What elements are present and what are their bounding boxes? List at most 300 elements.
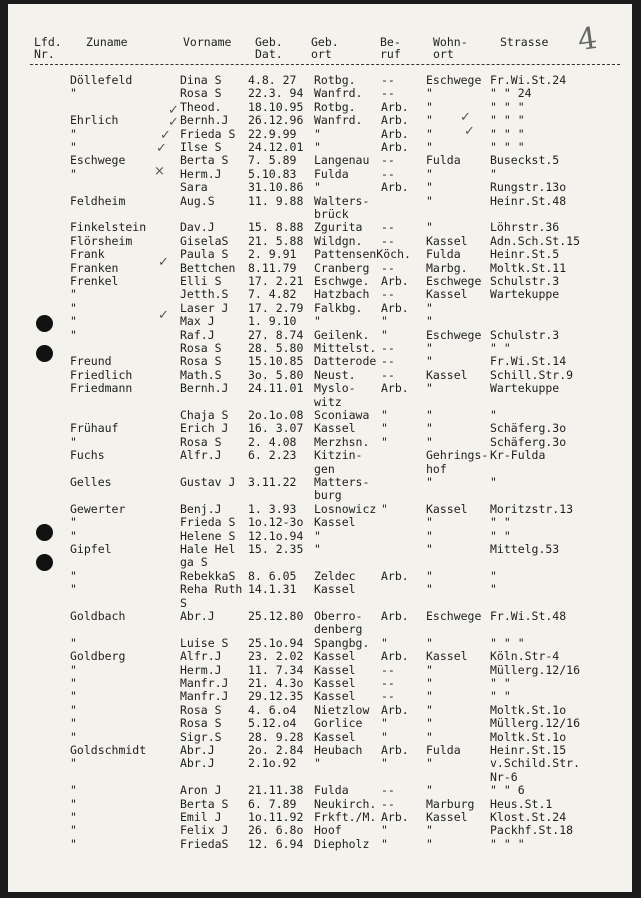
geb-ort-cell: witz — [314, 394, 342, 409]
strasse-cell: Wartekuppe — [490, 381, 560, 396]
zuname-cell: " — [70, 823, 77, 838]
header-geb-ort: Geb. ort — [311, 35, 339, 61]
wohnort-cell: Marburg — [426, 796, 475, 811]
geb-dat-cell: 1o.11.92 — [248, 810, 304, 824]
geb-dat-cell: 5.10.83 — [248, 166, 297, 181]
zuname-cell: Frühauf — [70, 421, 119, 436]
geb-dat-cell: 24.11.01 — [248, 381, 304, 396]
geb-ort-cell: Sconiawa — [314, 408, 370, 422]
strasse-cell: Schill.Str.9 — [490, 367, 574, 382]
geb-dat-cell: 14.1.31 — [248, 582, 297, 597]
wohnort-cell: " — [426, 783, 433, 798]
strasse-cell: Löhrstr.36 — [490, 220, 560, 235]
strasse-cell: Müllerg.12/16 — [490, 662, 581, 677]
wohnort-cell: Kassel — [426, 501, 468, 516]
geb-dat-cell: 15.10.85 — [248, 354, 304, 369]
geb-ort-cell: Frkft./M. — [314, 810, 377, 824]
wohnort-cell: " — [426, 662, 433, 677]
zuname-cell: " — [70, 662, 77, 677]
beruf-cell: " — [381, 434, 388, 449]
wohnort-cell: " — [426, 716, 433, 731]
cross-mark-icon: × — [154, 164, 165, 179]
beruf-cell: " — [381, 421, 388, 436]
punch-hole-icon — [36, 315, 53, 332]
geb-ort-cell: Merzhsn. — [314, 434, 370, 449]
vorname-cell: Gustav J — [180, 475, 236, 489]
vorname-cell: Raf.J — [180, 327, 215, 342]
geb-dat-cell: 2o. 2.84 — [248, 743, 304, 757]
vorname-cell: Ilse S — [180, 140, 222, 154]
geb-ort-cell: Hatzbach — [314, 287, 370, 302]
strasse-cell: Kr-Fulda — [490, 448, 546, 463]
vorname-cell: Bernh.J — [180, 381, 229, 396]
vorname-cell: Rosa S — [180, 86, 222, 101]
vorname-cell: Berta S — [180, 153, 229, 168]
zuname-cell: Goldberg — [70, 649, 126, 664]
wohnort-cell: Kassel — [426, 367, 468, 382]
wohnort-cell: " — [426, 756, 433, 771]
geb-ort-cell: Kassel — [314, 421, 356, 436]
vorname-cell: Max J — [180, 314, 215, 329]
check-mark-icon: ✓ — [158, 308, 169, 323]
vorname-cell: Bernh.J — [180, 113, 229, 128]
wohnort-cell: Eschwege — [426, 73, 482, 87]
strasse-cell: " " " — [490, 140, 525, 154]
vorname-cell: S — [180, 595, 187, 610]
geb-ort-cell: Eschwge. — [314, 274, 370, 288]
geb-dat-cell: 22.3. 94 — [248, 86, 304, 101]
strasse-cell: " — [490, 408, 497, 422]
vorname-cell: Rosa S — [180, 716, 222, 731]
wohnort-cell: " — [426, 408, 433, 422]
vorname-cell: Erich J — [180, 421, 229, 436]
geb-dat-cell: 21. 4.3o — [248, 676, 304, 690]
geb-dat-cell: 2. 4.08 — [248, 434, 297, 449]
strasse-cell: " " 6 — [490, 783, 525, 798]
beruf-cell: " — [381, 408, 388, 422]
beruf-cell: -- — [381, 341, 395, 355]
geb-ort-cell: Walters- — [314, 193, 370, 208]
zuname-cell: " — [70, 676, 77, 690]
wohnort-cell: " — [426, 729, 433, 744]
wohnort-cell: " — [426, 314, 433, 329]
geb-ort-cell: Kassel — [314, 662, 356, 677]
header-zuname: Zuname — [86, 35, 128, 49]
zuname-cell: " — [70, 126, 77, 141]
wohnort-cell: " — [426, 702, 433, 717]
geb-ort-cell: Kassel — [314, 515, 356, 530]
zuname-cell: " — [70, 729, 77, 744]
strasse-cell: " " " — [490, 99, 525, 114]
check-mark-icon: ✓ — [168, 103, 179, 118]
punch-hole-icon — [36, 554, 53, 571]
geb-ort-cell: Oberro- — [314, 609, 363, 623]
wohnort-cell: " — [426, 113, 433, 128]
beruf-cell: -- — [381, 73, 395, 87]
geb-dat-cell: 21. 5.88 — [248, 233, 304, 248]
strasse-cell: Fr.Wi.St.14 — [490, 354, 567, 369]
wohnort-cell: " — [426, 475, 433, 489]
zuname-cell: " — [70, 528, 77, 543]
beruf-cell: " — [381, 501, 388, 516]
geb-ort-cell: Heubach — [314, 743, 363, 757]
geb-ort-cell: Wanfrd. — [314, 113, 363, 128]
strasse-cell: Schulstr.3 — [490, 327, 560, 342]
strasse-cell: " — [490, 166, 497, 181]
vorname-cell: Rosa S — [180, 354, 222, 369]
geb-ort-cell: Losnowicz — [314, 501, 377, 516]
geb-ort-cell: " — [314, 180, 321, 195]
beruf-cell: Arb. — [381, 609, 409, 623]
geb-dat-cell: 17. 2.79 — [248, 300, 304, 315]
header-divider — [30, 64, 620, 65]
zuname-cell: " — [70, 810, 77, 824]
vorname-cell: Jetth.S — [180, 287, 229, 302]
header-strasse: Strasse — [500, 35, 549, 49]
geb-dat-cell: 27. 8.74 — [248, 327, 304, 342]
geb-ort-cell: Falkbg. — [314, 300, 363, 315]
vorname-cell: Hale Hel — [180, 542, 236, 556]
geb-dat-cell: 11. 7.34 — [248, 662, 304, 677]
strasse-cell: Köln.Str-4 — [490, 649, 560, 664]
beruf-cell: Arb. — [381, 180, 409, 195]
geb-ort-cell: Myslo- — [314, 381, 356, 396]
zuname-cell: Gipfel — [70, 542, 112, 556]
zuname-cell: Ehrlich — [70, 113, 119, 128]
strasse-cell: " " " — [490, 836, 525, 851]
geb-ort-cell: " — [314, 542, 321, 556]
geb-dat-cell: 26.12.96 — [248, 113, 304, 128]
zuname-cell: " — [70, 796, 77, 811]
wohnort-cell: " — [426, 515, 433, 530]
wohnort-cell: " — [426, 542, 433, 556]
strasse-cell: Moltk.St.11 — [490, 260, 567, 275]
punch-hole-icon — [36, 345, 53, 362]
vorname-cell: Benj.J — [180, 501, 222, 516]
beruf-cell: Arb. — [381, 649, 409, 664]
zuname-cell: Freund — [70, 354, 112, 369]
strasse-cell: " " " — [490, 635, 525, 650]
check-mark-icon: ✓ — [158, 255, 169, 270]
wohnort-cell: " — [426, 434, 433, 449]
vorname-cell: Dina S — [180, 73, 222, 87]
strasse-cell: " " " — [490, 113, 525, 128]
strasse-cell: " — [490, 568, 497, 583]
geb-dat-cell: 21.11.38 — [248, 783, 304, 798]
geb-ort-cell: Nietzlow — [314, 702, 370, 717]
zuname-cell: Franken — [70, 260, 119, 275]
wohnort-cell: " — [426, 676, 433, 690]
geb-ort-cell: Hoof — [314, 823, 342, 838]
geb-ort-cell: Fulda — [314, 783, 349, 798]
geb-ort-cell: " — [314, 314, 321, 329]
zuname-cell: " — [70, 515, 77, 530]
geb-dat-cell: 25.12.80 — [248, 609, 304, 623]
vorname-cell: Sara — [180, 180, 208, 195]
vorname-cell: Felix J — [180, 823, 229, 838]
strasse-cell: " " — [490, 689, 511, 704]
geb-ort-cell: Kassel — [314, 689, 356, 704]
wohnort-cell: " — [426, 166, 433, 181]
beruf-cell: Arb. — [381, 274, 409, 288]
check-mark-icon: ✓ — [156, 141, 167, 156]
beruf-cell: Arb. — [381, 140, 409, 154]
vorname-cell: Math.S — [180, 367, 222, 382]
strasse-cell: Schäferg.3o — [490, 434, 567, 449]
zuname-cell: Gelles — [70, 475, 112, 489]
strasse-cell: Fr.Wi.St.48 — [490, 609, 567, 623]
strasse-cell: Heinr.St.15 — [490, 743, 567, 757]
strasse-cell: " " — [490, 515, 511, 530]
zuname-cell: " — [70, 327, 77, 342]
vorname-cell: Helene S — [180, 528, 236, 543]
geb-ort-cell: Geilenk. — [314, 327, 370, 342]
zuname-cell: Gewerter — [70, 501, 126, 516]
geb-dat-cell: 31.10.86 — [248, 180, 304, 195]
zuname-cell: " — [70, 783, 77, 798]
vorname-cell: Emil J — [180, 810, 222, 824]
strasse-cell: " " — [490, 341, 511, 355]
vorname-cell: Rosa S — [180, 341, 222, 355]
vorname-cell: Manfr.J — [180, 676, 229, 690]
strasse-cell: Nr-6 — [490, 769, 518, 784]
beruf-cell: -- — [381, 233, 395, 248]
geb-dat-cell: 3.11.22 — [248, 475, 297, 489]
strasse-cell: Heinr.St.5 — [490, 247, 560, 262]
strasse-cell: " " " — [490, 126, 525, 141]
strasse-cell: Moltk.St.1o — [490, 729, 567, 744]
check-mark-icon: ✓ — [168, 115, 179, 130]
vorname-cell: Frieda S — [180, 515, 236, 530]
strasse-cell: Moritzstr.13 — [490, 501, 574, 516]
vorname-cell: Manfr.J — [180, 689, 229, 704]
header-lfd-nr: Lfd. Nr. — [34, 35, 62, 61]
strasse-cell: Müllerg.12/16 — [490, 716, 581, 731]
wohnort-cell: " — [426, 86, 433, 101]
wohnort-cell: Kassel — [426, 287, 468, 302]
geb-ort-cell: Spangbg. — [314, 635, 370, 650]
zuname-cell: Feldheim — [70, 193, 126, 208]
geb-dat-cell: 4. 6.o4 — [248, 702, 297, 717]
beruf-cell: " — [381, 756, 388, 771]
zuname-cell: " — [70, 568, 77, 583]
geb-ort-cell: brück — [314, 207, 349, 221]
vorname-cell: Herm.J — [180, 662, 222, 677]
zuname-cell: " — [70, 140, 77, 154]
zuname-cell: Frenkel — [70, 274, 119, 288]
geb-dat-cell: 8. 6.05 — [248, 568, 297, 583]
geb-dat-cell: 8.11.79 — [248, 260, 297, 275]
beruf-cell: " — [381, 823, 388, 838]
geb-ort-cell: " — [314, 140, 321, 154]
wohnort-cell: hof — [426, 461, 447, 476]
geb-ort-cell: Zgurita — [314, 220, 363, 235]
wohnort-cell: Kassel — [426, 233, 468, 248]
wohnort-cell: " — [426, 354, 433, 369]
geb-ort-cell: Kassel — [314, 729, 356, 744]
beruf-cell: " — [381, 327, 388, 342]
wohnort-cell: Marbg. — [426, 260, 468, 275]
geb-dat-cell: 12. 6.94 — [248, 836, 304, 851]
zuname-cell: Finkelstein — [70, 220, 147, 235]
strasse-cell: Wartekuppe — [490, 287, 560, 302]
wohnort-cell: " — [426, 126, 433, 141]
zuname-cell: Friedlich — [70, 367, 133, 382]
wohnort-cell: " — [426, 220, 433, 235]
geb-ort-cell: PattensenKöch. — [314, 247, 411, 262]
beruf-cell: -- — [381, 260, 395, 275]
wohnort-cell: " — [426, 823, 433, 838]
vorname-cell: GiselaS — [180, 233, 229, 248]
geb-dat-cell: 26. 6.8o — [248, 823, 304, 838]
wohnort-cell: " — [426, 140, 433, 154]
wohnort-cell: " — [426, 99, 433, 114]
zuname-cell: " — [70, 166, 77, 181]
strasse-cell: Adn.Sch.St.15 — [490, 233, 581, 248]
vorname-cell: Frieda S — [180, 126, 236, 141]
wohnort-cell: Fulda — [426, 247, 461, 262]
zuname-cell: " — [70, 716, 77, 731]
geb-dat-cell: 17. 2.21 — [248, 274, 304, 288]
geb-dat-cell: 29.12.35 — [248, 689, 304, 704]
wohnort-cell: " — [426, 341, 433, 355]
beruf-cell: -- — [381, 367, 395, 382]
geb-dat-cell: 18.10.95 — [248, 99, 304, 114]
wohnort-cell: " — [426, 836, 433, 851]
beruf-cell: Arb. — [381, 810, 409, 824]
document-page — [8, 4, 632, 892]
geb-dat-cell: 11. 9.88 — [248, 193, 304, 208]
beruf-cell: " — [381, 836, 388, 851]
vorname-cell: RebekkaS — [180, 568, 236, 583]
strasse-cell: Klost.St.24 — [490, 810, 567, 824]
geb-ort-cell: gen — [314, 461, 335, 476]
beruf-cell: Arb. — [381, 99, 409, 114]
geb-dat-cell: 28. 9.28 — [248, 729, 304, 744]
header-wohnort: Wohn- ort — [433, 35, 468, 61]
strasse-cell: " " — [490, 676, 511, 690]
vorname-cell: ga S — [180, 555, 208, 570]
vorname-cell: FriedaS — [180, 836, 229, 851]
vorname-cell: Paula S — [180, 247, 229, 262]
geb-dat-cell: 3o. 5.80 — [248, 367, 304, 382]
beruf-cell: -- — [381, 287, 395, 302]
beruf-cell: -- — [381, 153, 395, 168]
geb-ort-cell: Rotbg. — [314, 99, 356, 114]
check-mark-icon: ✓ — [464, 124, 475, 139]
vorname-cell: Rosa S — [180, 702, 222, 717]
vorname-cell: Aug.S — [180, 193, 215, 208]
geb-ort-cell: burg — [314, 488, 342, 503]
table-header — [8, 4, 632, 74]
zuname-cell: " — [70, 756, 77, 771]
wohnort-cell: " — [426, 381, 433, 396]
geb-dat-cell: 22.9.99 — [248, 126, 297, 141]
check-mark-icon: ✓ — [160, 128, 171, 143]
vorname-cell: Reha Ruth — [180, 582, 243, 597]
strasse-cell: Fr.Wi.St.24 — [490, 73, 567, 87]
strasse-cell: " " — [490, 528, 511, 543]
vorname-cell: Abr.J — [180, 756, 215, 771]
header-geb-dat: Geb. Dat. — [255, 35, 283, 61]
vorname-cell: Alfr.J — [180, 649, 222, 664]
zuname-cell: " — [70, 635, 77, 650]
page-number: 4 — [575, 20, 600, 59]
strasse-cell: Buseckst.5 — [490, 153, 560, 168]
check-mark-icon: ✓ — [460, 110, 471, 125]
beruf-cell: " — [381, 314, 388, 329]
wohnort-cell: Gehrings- — [426, 448, 489, 463]
strasse-cell: Moltk.St.1o — [490, 702, 567, 717]
header-beruf: Be- ruf — [380, 35, 401, 61]
geb-dat-cell: 2o.1o.08 — [248, 408, 304, 422]
vorname-cell: Luise S — [180, 635, 229, 650]
zuname-cell: " — [70, 702, 77, 717]
beruf-cell: Arb. — [381, 381, 409, 396]
geb-ort-cell: Datterode — [314, 354, 377, 369]
zuname-cell: " — [70, 300, 77, 315]
strasse-cell: Heus.St.1 — [490, 796, 553, 811]
geb-ort-cell: Cranberg — [314, 260, 370, 275]
geb-dat-cell: 1o.12-3o — [248, 515, 304, 530]
geb-dat-cell: 25.1o.94 — [248, 635, 304, 650]
vorname-cell: Alfr.J — [180, 448, 222, 463]
wohnort-cell: " — [426, 180, 433, 195]
beruf-cell: -- — [381, 354, 395, 369]
vorname-cell: Herm.J — [180, 166, 222, 181]
beruf-cell: -- — [381, 783, 395, 798]
strasse-cell: Mittelg.53 — [490, 542, 560, 556]
geb-ort-cell: Rotbg. — [314, 73, 356, 87]
vorname-cell: Sigr.S — [180, 729, 222, 744]
geb-dat-cell: 23. 2.02 — [248, 649, 304, 664]
strasse-cell: Packhf.St.18 — [490, 823, 574, 838]
geb-dat-cell: 16. 3.07 — [248, 421, 304, 436]
beruf-cell: -- — [381, 676, 395, 690]
zuname-cell: " — [70, 86, 77, 101]
vorname-cell: Chaja S — [180, 408, 229, 422]
wohnort-cell: " — [426, 193, 433, 208]
beruf-cell: -- — [381, 796, 395, 811]
strasse-cell: " — [490, 475, 497, 489]
geb-ort-cell: Neust. — [314, 367, 356, 382]
vorname-cell: Abr.J — [180, 609, 215, 623]
zuname-cell: " — [70, 287, 77, 302]
geb-dat-cell: 1. 9.10 — [248, 314, 297, 329]
geb-ort-cell: " — [314, 528, 321, 543]
zuname-cell: Fuchs — [70, 448, 105, 463]
vorname-cell: Bettchen — [180, 260, 236, 275]
wohnort-cell: " — [426, 528, 433, 543]
beruf-cell: Arb. — [381, 743, 409, 757]
beruf-cell: Arb. — [381, 113, 409, 128]
geb-ort-cell: " — [314, 126, 321, 141]
wohnort-cell: Kassel — [426, 810, 468, 824]
strasse-cell: Schulstr.3 — [490, 274, 560, 288]
zuname-cell: Goldschmidt — [70, 743, 147, 757]
geb-dat-cell: 15. 2.35 — [248, 542, 304, 556]
strasse-cell: Heinr.St.48 — [490, 193, 567, 208]
geb-ort-cell: Gorlice — [314, 716, 363, 731]
wohnort-cell: Kassel — [426, 649, 468, 664]
wohnort-cell: Eschwege — [426, 327, 482, 342]
zuname-cell: " — [70, 582, 77, 597]
zuname-cell: Flörsheim — [70, 233, 133, 248]
beruf-cell: -- — [381, 689, 395, 704]
geb-dat-cell: 5.12.o4 — [248, 716, 297, 731]
wohnort-cell: " — [426, 689, 433, 704]
wohnort-cell: Fulda — [426, 743, 461, 757]
